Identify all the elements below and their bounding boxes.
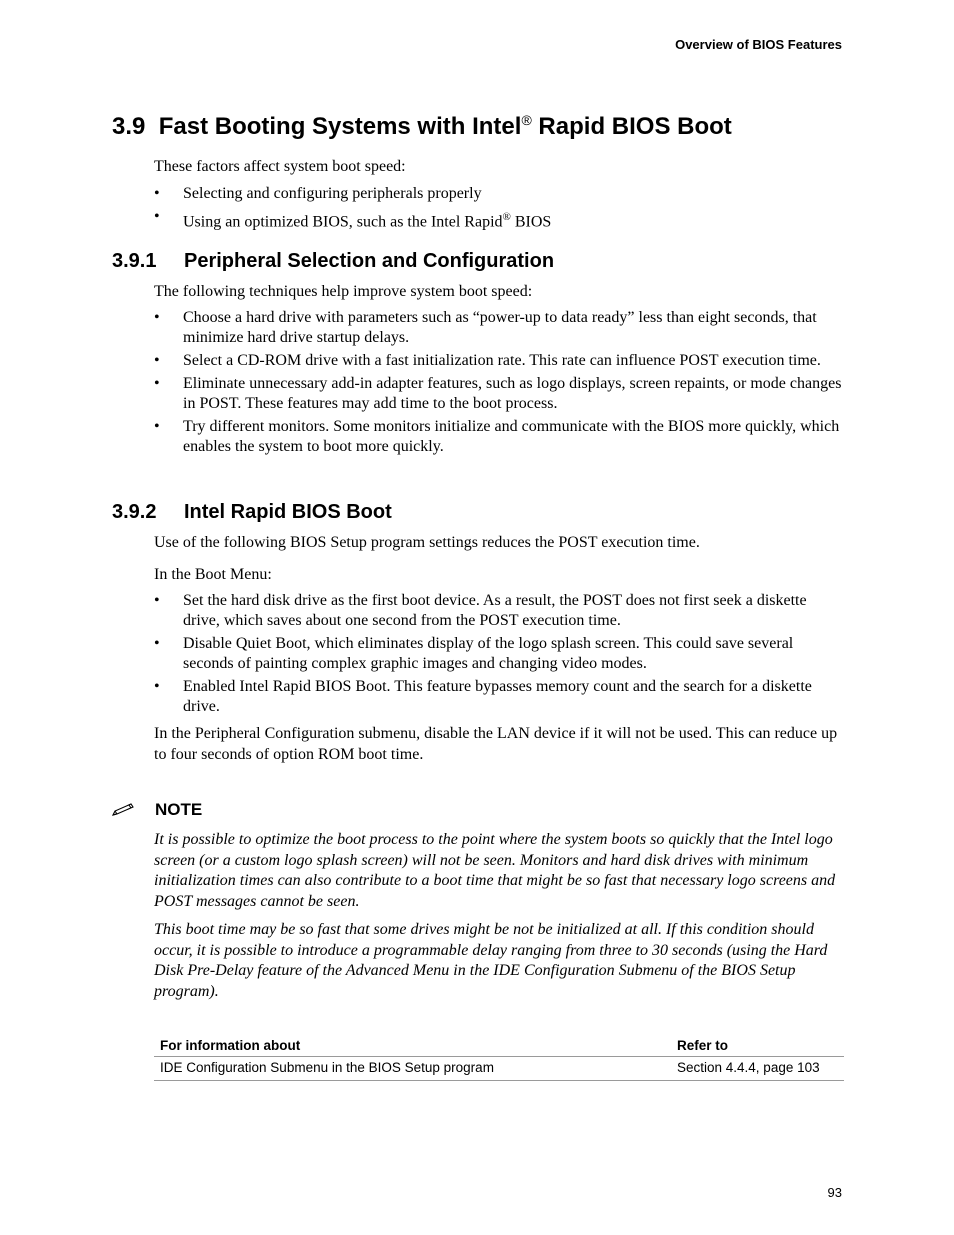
intro-paragraph: These factors affect system boot speed: xyxy=(154,158,406,175)
page-number: 93 xyxy=(827,1185,842,1200)
bullet: • xyxy=(154,635,160,652)
bullet: • xyxy=(154,678,160,695)
peripheral-config-paragraph: In the Peripheral Configuration submenu, disable the LAN device if it will not be used. This can reduce up to four seconds of option ROM boot time. xyxy=(154,725,838,763)
title-text-after: Rapid BIOS Boot xyxy=(531,113,732,140)
list-item xyxy=(154,417,844,457)
list-item-text: Using an optimized BIOS, such as the Intel Rapid xyxy=(183,213,503,231)
table-header-cell: For information about xyxy=(154,1035,671,1057)
list-item-text: Selecting and configuring peripherals properly xyxy=(183,185,482,202)
table-cell: IDE Configuration Submenu in the BIOS Setup program xyxy=(154,1057,671,1081)
list-item xyxy=(154,207,844,232)
table-row xyxy=(154,1057,844,1081)
note-paragraph: This boot time may be so fast that some drives might be not be initialized at all. If this condition should occur, it is possible to introduce a programmable delay ranging from three to 30 seconds (using the Hard Disk Pre-Delay feature of the Advanced Menu in the IDE Configuration Submenu of the BIOS Setup program). xyxy=(154,921,828,1000)
section-number: 3.9.2 xyxy=(112,501,157,523)
list-item-text: Enabled Intel Rapid BIOS Boot. This feature bypasses memory count and the search for a diskette drive. xyxy=(183,678,812,715)
list-item-text: Select a CD-ROM drive with a fast initialization rate. This rate can influence POST execution time. xyxy=(183,352,821,369)
section-title: Intel Rapid BIOS Boot xyxy=(184,501,392,523)
list-item-text: Eliminate unnecessary add-in adapter features, such as logo displays, screen repaints, or mode changes in POST. These features may add time to the boot process. xyxy=(183,375,842,412)
title-registered-mark: ® xyxy=(521,112,532,128)
bullet: • xyxy=(154,375,160,392)
pencil-icon xyxy=(112,802,136,818)
list-item xyxy=(154,591,844,631)
table-header-cell: Refer to xyxy=(671,1035,844,1057)
list-item xyxy=(154,351,844,371)
list-item-text: Set the hard disk drive as the first boot device. As a result, the POST does not first seek a diskette drive, which saves about one second from the POST execution time. xyxy=(183,592,807,629)
list-item-text: Choose a hard drive with parameters such as “power-up to data ready” less than eight seconds, that minimize hard drive startup delays. xyxy=(183,309,817,346)
factor-list xyxy=(154,184,844,232)
reference-table xyxy=(154,1035,844,1081)
list-item xyxy=(154,677,844,717)
list-item-suffix: BIOS xyxy=(510,213,552,231)
technique-list xyxy=(154,308,844,457)
title-text: Fast Booting Systems with Intel xyxy=(158,113,522,140)
list-item xyxy=(154,634,844,674)
bullet: • xyxy=(154,185,160,202)
section-3-9-2-intro: Use of the following BIOS Setup program settings reduces the POST execution time. xyxy=(154,534,700,551)
section-3-9-1-intro: The following techniques help improve system boot speed: xyxy=(154,283,533,300)
running-header: Overview of BIOS Features xyxy=(675,37,842,52)
list-item-text: Try different monitors. Some monitors initialize and communicate with the BIOS more quickly, which enables the system to boot more quickly. xyxy=(183,418,840,455)
list-item xyxy=(154,308,844,348)
bullet: • xyxy=(154,592,160,609)
title-number: 3.9 xyxy=(112,113,146,140)
section-number: 3.9.1 xyxy=(112,250,157,272)
note-paragraph: It is possible to optimize the boot process to the point where the system boots so quickly that the Intel logo screen (or a custom logo splash screen) will not be seen. Monitors and hard disk drives with minimum initialization times can also contribute to a boot time that might be so fast that necessary logo screens and POST messages cannot be seen. xyxy=(154,831,836,910)
section-heading-3-9-2 xyxy=(112,501,392,524)
page-title xyxy=(112,112,732,141)
boot-menu-list xyxy=(154,591,844,717)
table-cell: Section 4.4.4, page 103 xyxy=(671,1057,844,1081)
boot-menu-intro: In the Boot Menu: xyxy=(154,566,272,583)
table-header-row xyxy=(154,1035,844,1057)
section-title: Peripheral Selection and Configuration xyxy=(184,250,555,272)
bullet: • xyxy=(154,309,160,326)
registered-mark: ® xyxy=(502,211,511,223)
bullet: • xyxy=(154,418,160,435)
section-heading-3-9-1 xyxy=(112,250,554,273)
bullet: • xyxy=(154,208,160,225)
list-item xyxy=(154,374,844,414)
list-item-text: Disable Quiet Boot, which eliminates display of the logo splash screen. This could save several seconds of painting complex graphic images and changing video modes. xyxy=(183,635,794,672)
list-item xyxy=(154,184,844,204)
bullet: • xyxy=(154,352,160,369)
note-label: NOTE xyxy=(155,800,203,819)
